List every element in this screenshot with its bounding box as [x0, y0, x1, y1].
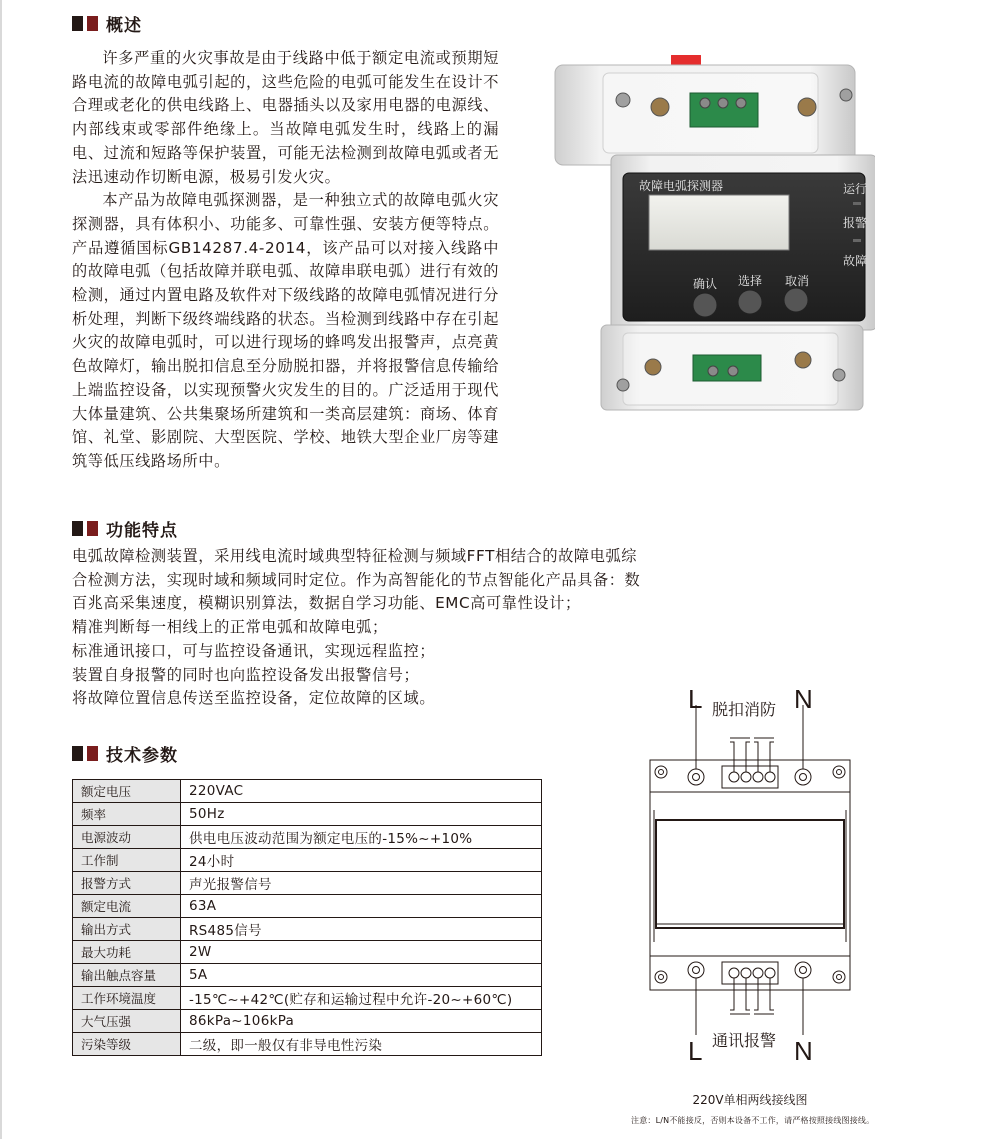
table-row — [73, 918, 542, 941]
led-label-fault: 故障 — [843, 254, 868, 268]
overview-title: 概述 — [106, 15, 142, 36]
heading-square-icon — [72, 746, 83, 761]
mount-screw — [840, 89, 852, 101]
table-row — [73, 803, 542, 826]
label-L-top: L — [688, 684, 703, 714]
terminal-screw — [765, 968, 775, 978]
button-label-confirm: 确认 — [693, 277, 718, 291]
spec-key: 报警方式 — [73, 872, 181, 895]
terminal-screw — [729, 772, 739, 782]
spec-key: 电源波动 — [73, 826, 181, 849]
screw-cross-icon — [800, 774, 807, 781]
confirm-button[interactable] — [693, 293, 717, 317]
table-row — [73, 1033, 542, 1056]
wire-alarm-pair — [754, 978, 774, 1010]
mount-screw — [833, 369, 845, 381]
mount-screw — [616, 93, 630, 107]
spec-value: 24小时 — [181, 849, 542, 872]
feature-line: 电弧故障检测装置，采用线电流时域典型特征检测与频域FFT相结合的故障电弧综合检测方法，实现时域和频域同时定位。作为高智能化的节点智能化产品具备：数百兆高采集速度，模糊识别算法，数据自学习功能、EMC高可靠性设计； — [72, 547, 641, 613]
bottom-terminal-block — [693, 355, 761, 381]
feature-line: 装置自身报警的同时也向监控设备发出报警信号； — [72, 665, 420, 684]
overview-paragraph-2: 本产品为故障电弧探测器，是一种独立式的故障电弧火灾探测器，具有体积小、功能多、可靠性强、安装方便等特点。产品遵循国标GB14287.4-2014，该产品可以对接入线路中的故障电弧（包括故障并联电弧、故障串联电弧）进行有效的检测，通过内置电路及软件对下级线路的故障电弧情况进行分析处理，判断下级终端线路的状态。当检测到线路中存在引起火灾的故障电弧时，可以进行现场的蜂鸣发出报警声，点亮黄色故障灯，输出脱扣信息至分励脱扣器，并将报警信息传输给上端监控设备，以实现预警火灾发生的目的。广泛适用于现代大体量建筑、公共集聚场所建筑和一类高层建筑：商场、体育馆、礼堂、影剧院、大型医院、学校、地铁大型企业厂房等建筑等低压线路场所中。 — [72, 191, 499, 470]
spec-key: 额定电压 — [73, 780, 181, 803]
terminal-screw — [718, 98, 728, 108]
heading-square-icon — [72, 521, 83, 536]
terminal-screw — [736, 98, 746, 108]
mount-screw — [795, 352, 811, 368]
spec-key: 工作制 — [73, 849, 181, 872]
spec-value: 2W — [181, 941, 542, 964]
wiring-diagram — [640, 680, 860, 1070]
cancel-button[interactable] — [784, 288, 808, 312]
feature-line: 将故障位置信息传送至监控设备，定位故障的区域。 — [72, 689, 436, 708]
mount-screw — [795, 962, 811, 978]
screw-cross-icon — [693, 774, 700, 781]
table-row — [73, 941, 542, 964]
features-list — [72, 545, 642, 711]
wire-fire-pair — [754, 742, 774, 772]
table-row — [73, 1010, 542, 1033]
terminal-screw — [765, 772, 775, 782]
spec-key: 输出触点容量 — [73, 964, 181, 987]
specs-title: 技术参数 — [106, 745, 178, 766]
mount-screw — [645, 359, 661, 375]
mount-screw — [688, 962, 704, 978]
mount-screw — [798, 98, 816, 116]
specs-heading — [72, 742, 178, 764]
spec-value: 二级，即一般仅有非导电性污染 — [181, 1033, 542, 1056]
wire-trip-pair — [730, 742, 750, 772]
table-row — [73, 849, 542, 872]
table-row — [73, 872, 542, 895]
terminal-screw — [741, 772, 751, 782]
table-row — [73, 780, 542, 803]
device-photo — [553, 55, 875, 412]
screw-cross-icon — [693, 967, 700, 974]
spec-value: 63A — [181, 895, 542, 918]
led-alarm-icon — [853, 239, 861, 242]
outline-window — [656, 820, 844, 928]
spec-value: RS485信号 — [181, 918, 542, 941]
screw-cross-icon — [659, 975, 664, 980]
screw-cross-icon — [659, 770, 664, 775]
overview-text — [72, 47, 499, 474]
terminal-screw — [708, 366, 718, 376]
screw-cross-icon — [837, 770, 842, 775]
features-heading — [72, 517, 178, 539]
spec-key: 工作环境温度 — [73, 987, 181, 1010]
corner-screw — [833, 766, 845, 778]
spec-key: 污染等级 — [73, 1033, 181, 1056]
mount-screw — [795, 769, 811, 785]
spec-key: 频率 — [73, 803, 181, 826]
feature-line: 标准通讯接口，可与监控设备通讯，实现远程监控； — [72, 641, 436, 660]
button-label-select: 选择 — [738, 274, 763, 288]
label-L-bottom: L — [688, 1036, 703, 1066]
table-row — [73, 964, 542, 987]
terminal-screw — [753, 968, 763, 978]
feature-line: 精准判断每一相线上的正常电弧和故障电弧； — [72, 618, 388, 637]
spec-value: 声光报警信号 — [181, 872, 542, 895]
corner-screw — [655, 971, 667, 983]
spec-value: 50Hz — [181, 803, 542, 826]
table-row — [73, 826, 542, 849]
label-N-top: N — [794, 684, 813, 714]
wiring-note: 注意：L/N不能接反，否则本设备不工作，请严格按照接线图接线。 — [631, 1116, 875, 1125]
panel-title: 故障电弧探测器 — [639, 179, 724, 193]
mount-screw — [651, 98, 669, 116]
table-row — [73, 987, 542, 1010]
table-row — [73, 895, 542, 918]
spec-value: 5A — [181, 964, 542, 987]
button-label-cancel: 取消 — [785, 274, 810, 288]
overview-heading — [72, 12, 142, 34]
heading-square-icon — [87, 521, 98, 536]
led-label-run: 运行 — [843, 182, 868, 196]
terminal-screw — [741, 968, 751, 978]
heading-square-icon — [72, 16, 83, 31]
page-edge-line — [0, 0, 2, 1139]
wire-comm-pair — [730, 978, 750, 1010]
mount-screw — [688, 769, 704, 785]
label-comm-alarm: 通讯报警 — [712, 1031, 777, 1050]
spec-value: 供电电压波动范围为额定电压的-15%~+10% — [181, 826, 542, 849]
features-title: 功能特点 — [106, 520, 178, 541]
label-trip-fire: 脱扣消防 — [712, 700, 777, 719]
spec-key: 额定电流 — [73, 895, 181, 918]
heading-square-icon — [87, 746, 98, 761]
corner-screw — [655, 766, 667, 778]
terminal-screw — [700, 98, 710, 108]
spec-key: 最大功耗 — [73, 941, 181, 964]
terminal-screw — [753, 772, 763, 782]
led-label-alarm: 报警 — [843, 216, 868, 230]
spec-key: 大气压强 — [73, 1010, 181, 1033]
spec-key: 输出方式 — [73, 918, 181, 941]
wiring-caption: 220V单相两线接线图 — [692, 1093, 808, 1107]
screw-cross-icon — [800, 967, 807, 974]
mount-screw — [617, 379, 629, 391]
spec-value: 220VAC — [181, 780, 542, 803]
heading-square-icon — [87, 16, 98, 31]
terminal-screw — [729, 968, 739, 978]
terminal-screw — [728, 366, 738, 376]
overview-paragraph-1: 许多严重的火灾事故是由于线路中低于额定电流或预期短路电流的故障电弧引起的，这些危险的电弧可能发生在设计不合理或老化的供电线路上、电器插头以及家用电器的电源线、内部线束或零部件绝缘上。当故障电弧发生时，线路上的漏电、过流和短路等保护装置，可能无法检测到故障电弧或者无法迅速动作切断电源，极易引发火灾。 — [72, 49, 499, 186]
select-button[interactable] — [738, 290, 762, 314]
screw-cross-icon — [837, 975, 842, 980]
spec-value: 86kPa~106kPa — [181, 1010, 542, 1033]
lcd-screen — [649, 195, 789, 250]
led-run-icon — [853, 202, 861, 205]
corner-screw — [833, 971, 845, 983]
label-N-bottom: N — [794, 1036, 813, 1066]
spec-value: -15℃~+42℃(贮存和运输过程中允许-20~+60℃) — [181, 987, 542, 1010]
spec-table — [72, 779, 542, 1056]
